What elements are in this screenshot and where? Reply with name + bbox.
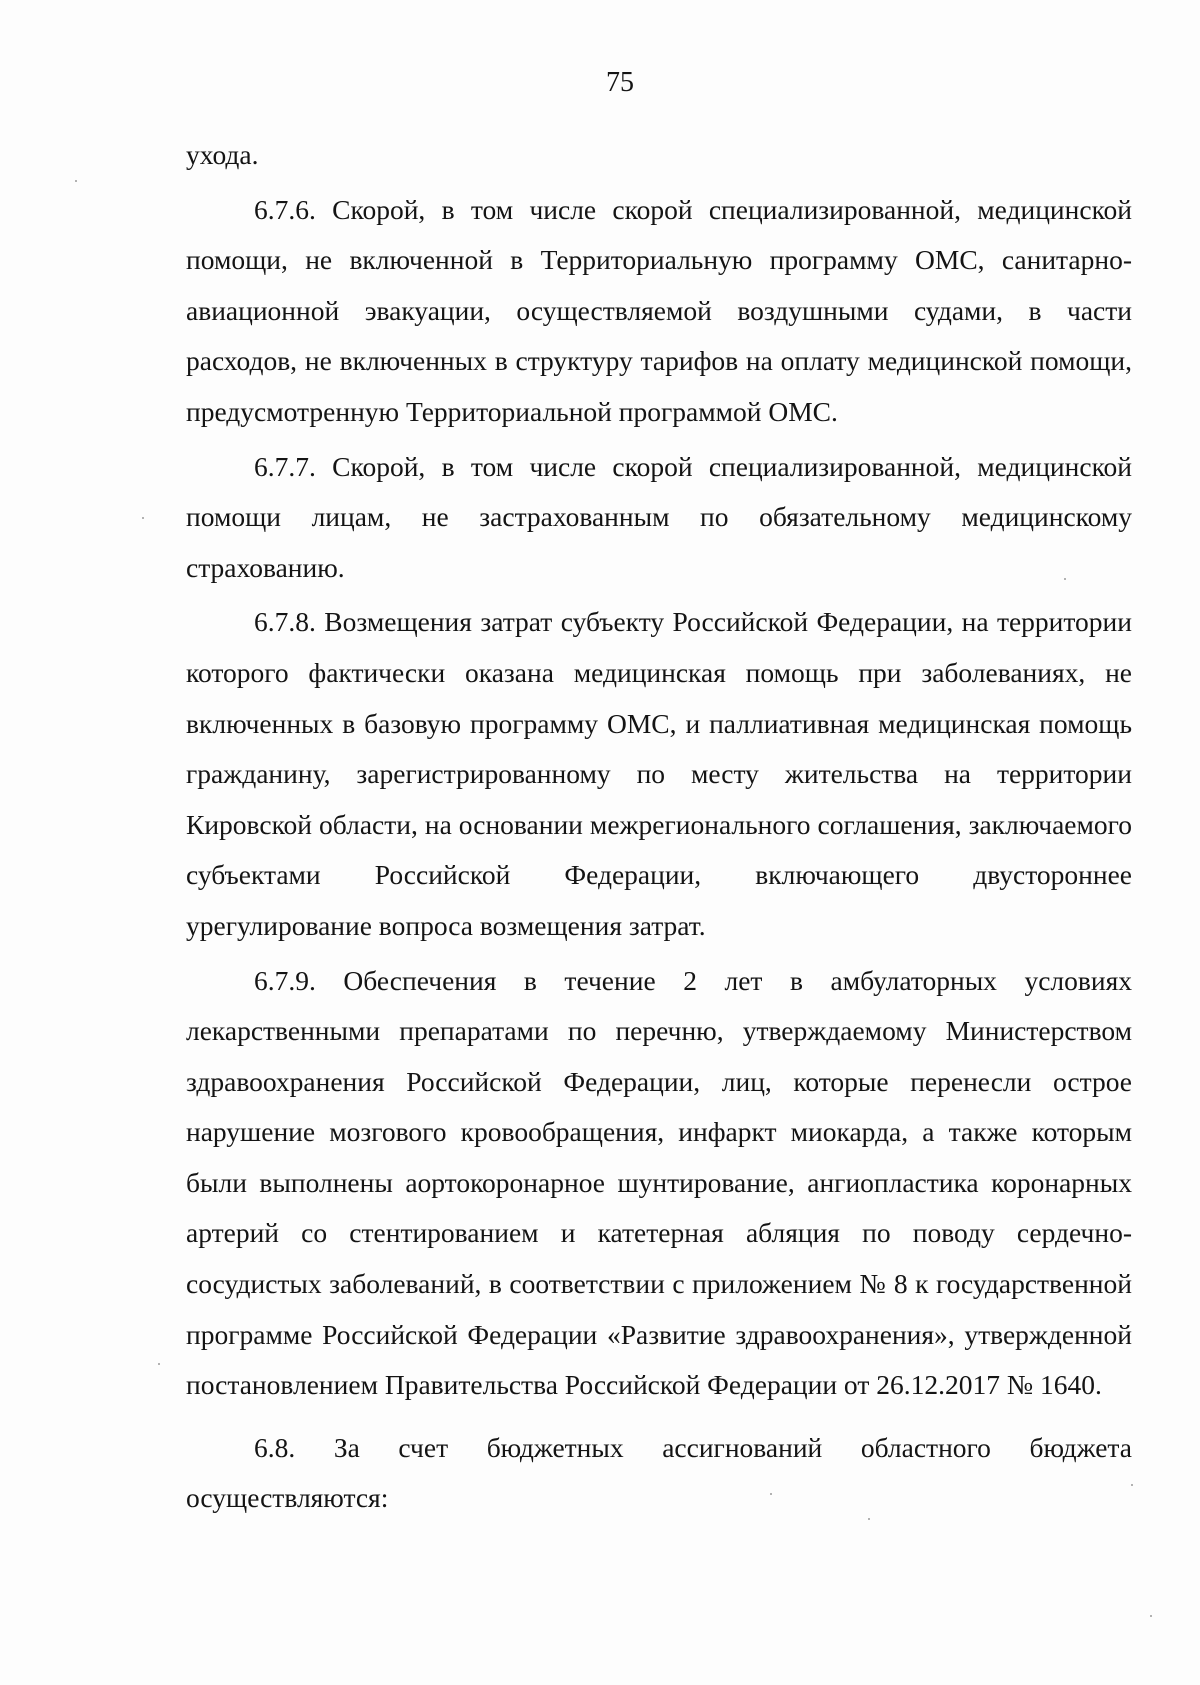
document-body	[186, 130, 1132, 1524]
paragraph-6-7-8: 6.7.8. Возмещения затрат субъекту Российской Федерации, на территории которого фактически оказана медицинская помощь при заболеваниях, не включенных в базовую программу ОМС, и паллиативная медицинская помощь гражданину, зарегистрированному по месту жительства на территории Кировской области, на основании межрегионального соглашения, заключаемого субъектами Российской Федерации, включающего двустороннее урегулирование вопроса возмещения затрат.	[186, 606, 1132, 941]
paragraph-6-7-6: 6.7.6. Скорой, в том числе скорой специализированной, медицинской помощи, не включенной в Территориальную программу ОМС, санитарно-авиационной эвакуации, осуществляемой воздушными судами, в части расходов, не включенных в структуру тарифов на оплату медицинской помощи, предусмотренную Территориальной программой ОМС.	[186, 193, 1132, 427]
scan-speck	[75, 180, 77, 182]
paragraph-continuation: ухода.	[186, 139, 259, 170]
page-number: 75	[606, 67, 634, 98]
scan-speck	[868, 1518, 870, 1520]
paragraph-6-8: 6.8. За счет бюджетных ассигнований областного бюджета осуществляются:	[186, 1431, 1132, 1514]
scan-speck	[1064, 578, 1066, 580]
scan-speck	[1150, 1615, 1152, 1617]
scan-speck	[158, 1363, 160, 1365]
paragraph-6-7-9: 6.7.9. Обеспечения в течение 2 лет в амбулаторных условиях лекарственными препаратами по перечню, утверждаемому Министерством здравоохранения Российской Федерации, лиц, которые перенесли острое нарушение мозгового кровообращения, инфаркт миокарда, а также которым были выполнены аортокоронарное шунтирование, ангиопластика коронарных артерий со стентированием и катетерная абляция по поводу сердечно-сосудистых заболеваний, в соответствии с приложением № 8 к государственной программе Российской Федерации «Развитие здравоохранения», утвержденной постановлением Правительства Российской Федерации от 26.12.2017 № 1640.	[186, 964, 1132, 1401]
paragraph-6-7-7: 6.7.7. Скорой, в том числе скорой специализированной, медицинской помощи лицам, не застрахованным по обязательному медицинскому страхованию.	[186, 450, 1132, 583]
scan-speck	[1131, 1484, 1133, 1486]
scan-speck	[142, 517, 144, 519]
scan-speck	[770, 1493, 772, 1495]
